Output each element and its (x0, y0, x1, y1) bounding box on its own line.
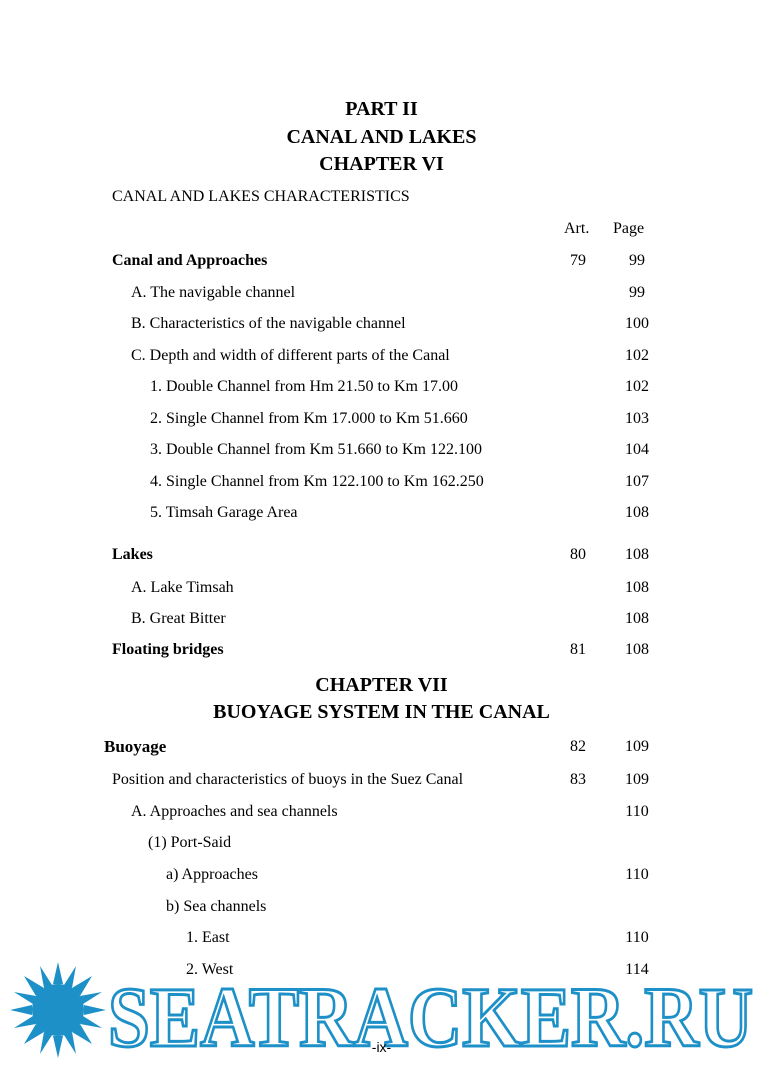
toc-entry (0, 283, 763, 307)
entry-page: 110 (625, 929, 649, 946)
toc-entry (0, 609, 763, 633)
toc-entry (0, 865, 763, 889)
entry-title: A. The navigable channel (131, 284, 296, 301)
toc-entry (0, 251, 763, 275)
entry-page: 108 (625, 610, 649, 627)
entry-art: 79 (570, 252, 586, 269)
entry-art: 81 (570, 641, 586, 658)
toc-entry (0, 928, 763, 952)
entry-page: 107 (625, 473, 649, 490)
entry-page: 108 (625, 641, 649, 658)
entry-page: 114 (625, 961, 649, 978)
part-title: CANAL AND LAKES (286, 126, 477, 148)
entry-title: A. Lake Timsah (131, 579, 234, 596)
entry-title: (1) Port-Said (148, 834, 232, 851)
entry-page: 109 (625, 771, 649, 788)
entry-title: Buoyage (104, 737, 167, 756)
toc-entry (0, 346, 763, 370)
toc-entry (0, 503, 763, 527)
entry-title: Position and characteristics of buoys in the Suez Canal (112, 771, 464, 788)
entry-title: B. Characteristics of the navigable channel (131, 315, 406, 332)
toc-entry (0, 770, 763, 794)
entry-page: 108 (625, 579, 649, 596)
toc-entry (0, 314, 763, 338)
toc-entry (0, 578, 763, 602)
entry-title: C. Depth and width of different parts of the Canal (131, 347, 450, 364)
entry-art: 80 (570, 546, 586, 563)
entry-page: 108 (625, 546, 649, 563)
toc-entry (0, 802, 763, 826)
entry-art: 82 (570, 738, 586, 755)
entry-title: a) Approaches (166, 866, 258, 883)
entry-page: 102 (625, 347, 649, 364)
entry-title: 4. Single Channel from Km 122.100 to Km 162.250 (150, 473, 484, 490)
toc-entry (0, 472, 763, 496)
page-number: -ix- (371, 1039, 392, 1055)
entry-title: 2. West (186, 961, 234, 978)
toc-entry (0, 640, 763, 664)
entry-page: 100 (625, 315, 649, 332)
entry-title: B. Great Bitter (131, 610, 226, 627)
entry-page: 99 (629, 252, 645, 269)
entry-title: Lakes (112, 546, 153, 563)
entry-page: 108 (625, 504, 649, 521)
toc-entry (0, 737, 763, 761)
chapter-vii-title: BUOYAGE SYSTEM IN THE CANAL (213, 701, 550, 723)
entry-page: 103 (625, 410, 649, 427)
entry-title: Floating bridges (112, 641, 224, 658)
entry-page: 99 (629, 284, 645, 301)
chapter-vii-heading: CHAPTER VII (315, 674, 448, 696)
section-title: CANAL AND LAKES CHARACTERISTICS (112, 188, 410, 205)
entry-page: 110 (625, 803, 649, 820)
part-heading: PART II (345, 98, 418, 120)
art-column-header: Art. (564, 220, 590, 237)
entry-title: A. Approaches and sea channels (131, 803, 338, 820)
toc-entry (0, 377, 763, 401)
chapter-vi-heading: CHAPTER VI (319, 153, 444, 175)
entry-title: 1. Double Channel from Hm 21.50 to Km 17.00 (150, 378, 458, 395)
toc-entry (0, 897, 763, 921)
entry-page: 104 (625, 441, 649, 458)
entry-title: 3. Double Channel from Km 51.660 to Km 122.100 (150, 441, 482, 458)
entry-page: 109 (625, 738, 649, 755)
entry-title: 1. East (186, 929, 230, 946)
entry-page: 102 (625, 378, 649, 395)
toc-entry (0, 545, 763, 569)
toc-entry (0, 409, 763, 433)
toc-entry (0, 440, 763, 464)
entry-title: Canal and Approaches (112, 252, 268, 269)
entry-title: 2. Single Channel from Km 17.000 to Km 51.660 (150, 410, 468, 427)
page-column-header: Page (613, 220, 645, 237)
entry-page: 110 (625, 866, 649, 883)
entry-title: 5. Timsah Garage Area (150, 504, 298, 521)
toc-entry (0, 833, 763, 857)
entry-art: 83 (570, 771, 586, 788)
entry-title: b) Sea channels (166, 898, 267, 915)
watermark-text: SEATRACKER.RU (108, 969, 753, 1058)
